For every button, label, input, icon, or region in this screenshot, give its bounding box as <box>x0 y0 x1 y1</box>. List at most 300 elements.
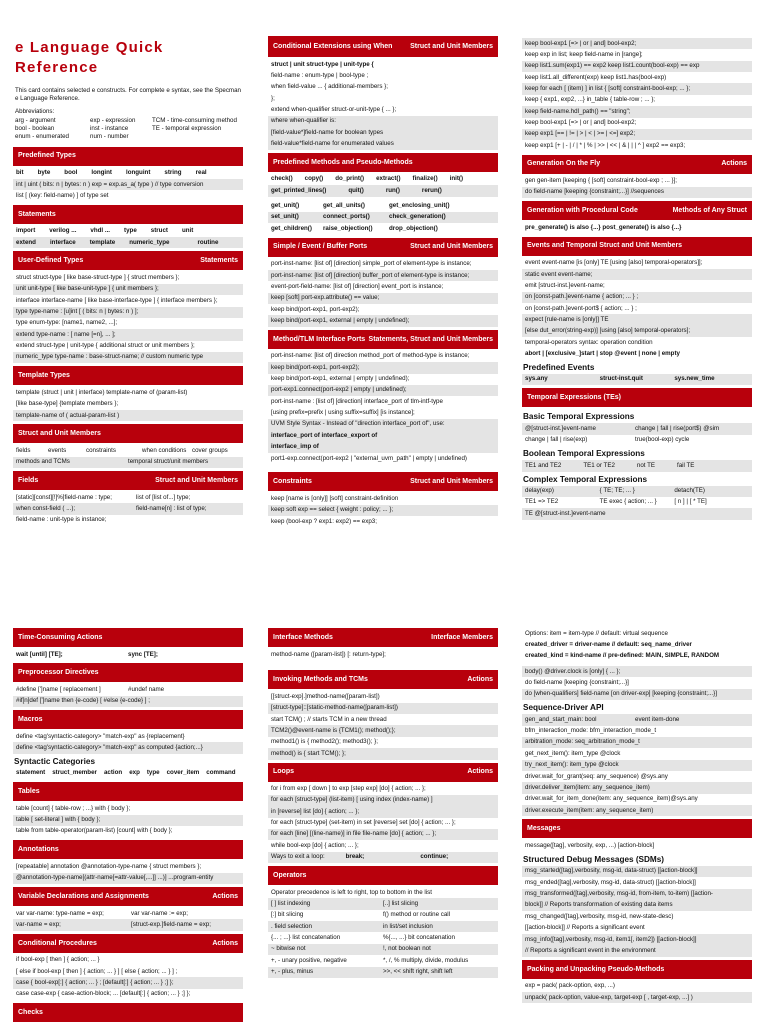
section-title: Macros <box>18 715 43 723</box>
syntax-line: message([tag], verbosity, exp, ...) [action-block] <box>525 841 655 849</box>
section-category: Actions <box>467 676 493 684</box>
te-item: detach(TE) <box>674 487 705 495</box>
section-generation-procedural <box>522 201 752 220</box>
syntax-line: on [const-path.]event-port$ { action; ... } ; <box>525 304 637 312</box>
syntax-line: for i from exp [ down ] to exp [step exp] [do] { action; ... }; <box>271 785 426 793</box>
method-name: rerun() <box>421 186 442 194</box>
method-name: check() <box>271 175 293 183</box>
syntax-line: table from table-operator(param-list) [count] with { body }; <box>16 827 173 835</box>
operator: {... ; ...} list concatenation <box>271 933 341 941</box>
syntax-line: keep list1.all_different(exp) keep list1.has(bool-exp) <box>525 73 667 81</box>
te-row <box>522 460 752 471</box>
keyword: extend <box>16 238 36 246</box>
method-name: finalize() <box>412 175 438 183</box>
keyword: bit <box>16 169 24 177</box>
keyword: interface <box>49 238 76 246</box>
syntax-line: int | uint ( bits: n | bytes: n ) exp = exp.as_a( type ) // type conversion <box>13 179 243 190</box>
te-item: TE1 and TE2 <box>525 461 562 469</box>
te-item: true(bool-exp) cycle <box>635 436 690 444</box>
members-row <box>13 457 243 468</box>
syntax-line: keep { exp1, exp2, ...} in_table { table-row ; ... }; <box>525 96 656 104</box>
syntax-line: [field-value*]field-name for boolean types <box>268 127 498 138</box>
section-title: Method/TLM Interface Ports <box>273 335 366 343</box>
abbrev-item: inst - instance <box>90 124 129 132</box>
section-title: Statements <box>18 210 56 218</box>
api-row: driver.wait_for_grant(seq: any_sequence) @sys.any <box>525 772 668 780</box>
syntax-line: keep list1.sum(exp1) == exp2 keep list1.count(bool-exp) == exp <box>522 61 752 72</box>
section-annotations <box>13 840 243 859</box>
section-title: Template Types <box>18 372 70 380</box>
keyword-row <box>13 237 243 248</box>
syntax-line: expect [rule-name is [only]] TE <box>522 314 752 325</box>
section-title: Preprocessor Directives <box>18 669 99 677</box>
syntax-line: keep bind(port-exp1, port-exp2); <box>268 362 498 373</box>
section-tlm-ports <box>268 330 498 349</box>
section-preprocessor <box>13 663 243 682</box>
syntax-line: for each [struct-type] (list-item) [ using index (index-name) ] <box>268 795 498 806</box>
method-name: copy() <box>304 175 324 183</box>
syntax-line: created_driver = driver-name // default: seq_name_driver <box>525 640 692 648</box>
syntax-line: }; <box>271 94 275 102</box>
syntax-line: case case-exp { case-action-block; ... [default[:] { action; ... } ;] }; <box>16 990 191 998</box>
section-title: User-Defined Types <box>18 257 84 265</box>
syntax-line: interface_imp of <box>268 442 498 453</box>
syntax-line: on [const-path.]event-name { action; ... } ; <box>522 292 752 303</box>
section-constraints <box>268 472 498 491</box>
syntax-line: keep [soft] port-exp.attribute() == value; <box>268 293 498 304</box>
syntax-line: numeric_type type-name : base-struct-name; // custom numeric type <box>13 352 243 363</box>
method-name: get_unit() <box>271 202 300 210</box>
member-kind: cover groups <box>192 446 228 454</box>
api-item: event item-done <box>635 715 680 723</box>
api-row: get_next_item(): item_type @clock <box>525 749 621 757</box>
method-name: get_printed_lines() <box>271 186 327 194</box>
syntax-part: list of [list of...] type; <box>136 493 191 501</box>
operator: *, /, % multiply, divide, modulus <box>383 956 469 964</box>
syntax-line: [using prefix=prefix | using suffix=suffix] [is instance]; <box>271 409 415 417</box>
syntax-line <box>13 919 243 930</box>
syntax-line: body() @driver.clock is [only] { ... }; <box>522 666 752 677</box>
section-packing <box>522 960 752 979</box>
section-time-consuming-actions <box>13 628 243 647</box>
section-title: Operators <box>273 871 307 879</box>
syntax-line: [like base-type] {template members }; <box>16 400 119 408</box>
syntax-line: extend when-qualifier struct-or-unit-type { ... }; <box>271 105 397 113</box>
method-name: init() <box>449 175 464 183</box>
section-loops <box>268 763 498 782</box>
keyword: import <box>16 227 36 235</box>
syntax-part: var var-name := exp; <box>131 909 188 917</box>
api-row <box>522 714 752 725</box>
api-row: arbitration_mode: seq_arbitration_mode_t <box>522 737 752 748</box>
category: statement <box>16 769 46 777</box>
syntax-line: do field-name [keeping {constraint;...}] <box>525 678 629 686</box>
te-item: fail TE <box>677 461 695 469</box>
member-kind: methods and TCMs <box>16 458 70 466</box>
te-item: @[struct-inst.]event-name <box>525 424 596 432</box>
section-title: Time-Consuming Actions <box>18 633 103 641</box>
section-category: Methods of Any Struct <box>672 207 747 215</box>
keyword: template <box>89 238 116 246</box>
section-variable-declarations <box>13 887 243 906</box>
syntax-line: field-name : unit-type is instance; <box>16 516 107 524</box>
keyword: struct <box>150 227 168 235</box>
syntax-line: port-inst-name: [list of] direction method_port of method-type is instance; <box>271 352 470 360</box>
api-row: driver.wait_for_item_done(item: any_sequence_item)@sys.any <box>525 795 698 803</box>
section-title: Generation On the Fly <box>527 160 601 168</box>
syntax-line: keep bind(port-exp1, external | empty | undefined); <box>268 315 498 326</box>
syntax-line: in [reverse] list [do] { action; ... }; <box>268 806 498 817</box>
section-title: Fields <box>18 476 39 484</box>
section-operators <box>268 866 498 885</box>
te-item: change | fall | rise(port$) @sim <box>635 424 720 432</box>
section-statements <box>13 205 243 224</box>
keyword-row <box>13 226 243 237</box>
header <box>13 38 243 142</box>
syntax-line: field-value*field-name for enumerated values <box>268 139 498 150</box>
column-3-top <box>522 38 752 520</box>
syntax-line: created_kind = kind-name // pre-defined: MAIN, SIMPLE, RANDOM <box>525 652 720 660</box>
section-title: Generation with Procedural Code <box>527 207 638 215</box>
syntax-line: TCM2()@event-name is {TCM1(); method();}; <box>268 725 498 736</box>
syntax-line: method() is { start TCM(); }; <box>268 748 498 759</box>
te-row <box>522 423 752 434</box>
syntax-line: for each [line] [(line-name)] in file file-name [do] { action; ... }; <box>268 829 498 840</box>
events-row <box>522 374 752 385</box>
api-row: bfm_interaction_mode: bfm_interaction_mode_t <box>525 727 657 735</box>
syntax-line: pre_generate() is also {...} post_generate() is also {...} <box>525 223 682 231</box>
syntax-line: abort | [exclusive_]start | stop @event | none | empty <box>525 350 680 358</box>
operator-row <box>268 898 498 909</box>
syntax-line: keep [name is [only]] [soft] constraint-definition <box>271 494 399 502</box>
syntax-part: #undef name <box>128 685 165 693</box>
member-kind: fields <box>16 446 31 454</box>
operator-row <box>268 932 498 943</box>
syntax-part: sync [TE]; <box>128 650 158 658</box>
syntax-part: [static][const][!]%]field-name : type; <box>16 493 112 501</box>
syntax-part: [struct-exp.]field-name = exp; <box>131 920 211 928</box>
section-title: Conditional Extensions using When <box>273 42 393 50</box>
operator-row <box>268 921 498 932</box>
operator-row <box>268 944 498 955</box>
method-name: get_children() <box>271 224 312 232</box>
keyword: routine <box>197 238 219 246</box>
syntax-line: emit [struct-inst.]event-name; <box>525 281 605 289</box>
syntax-line: port-inst-name : [list of] [direction] interface_port of tlm-intf-type <box>271 397 443 405</box>
section-title: Invoking Methods and TCMs <box>273 676 368 684</box>
syntax-line: port-inst-name: [list of] [direction] simple_port of element-type is instance; <box>271 260 472 268</box>
keyword: numeric_type <box>129 238 170 246</box>
syntax-line: do field-name [keeping {constraint;...}] //sequences <box>522 187 752 198</box>
subheading-syntactic-categories: Syntactic Categories <box>14 756 95 766</box>
syntax-line: field-name : enum-type | bool-type ; <box>271 71 369 79</box>
abbrev-title: Abbreviations: <box>15 108 55 116</box>
section-events <box>522 237 752 256</box>
syntax-line: port-inst-name: [list of] [direction] buffer_port of element-type is instance; <box>268 270 498 281</box>
abbrev-item: bool - boolean <box>15 124 55 132</box>
syntax-part: var-name = exp; <box>16 920 61 928</box>
section-title: Annotations <box>18 846 59 854</box>
syntax-line: @annotation-type-name[(attr-name[=attr-value[,...]] ...)] ...program-entity <box>13 873 243 884</box>
syntax-line: template (struct | unit | interface) template-name of (param-list) <box>16 388 188 396</box>
section-category: Struct and Unit Members <box>155 476 238 484</box>
syntax-line: case { bool-exp[:] { action; ... } ; [default[:] { action; ... } ;] }; <box>13 977 243 988</box>
te-item: { TE; TE; ... } <box>599 487 635 495</box>
column-2-top <box>268 36 498 528</box>
column-2-bottom <box>268 628 498 978</box>
te-item: TE exec { action; ... } <box>599 498 657 506</box>
abbrev-item: TCM - time-consuming method <box>152 116 237 124</box>
syntax-line: keep field-name.hdl_path() == "string"; <box>522 106 752 117</box>
section-conditional-extensions <box>268 36 498 57</box>
event-name: sys.new_time <box>674 375 715 383</box>
method-name: do_print() <box>335 175 365 183</box>
api-item: gen_and_start_main: bool <box>525 715 597 723</box>
syntax-line: msg_info([tag],verbosity, msg-id, item1[, item2]) [[action-block]] <box>522 934 752 945</box>
operator: in list/set inclusion <box>383 922 433 930</box>
section-title: Predefined Types <box>18 152 76 160</box>
syntax-part: field-name[n] : list of type; <box>136 504 207 512</box>
section-title: Tables <box>18 788 40 795</box>
syntax-line: unpack( pack-option, value-exp, target-exp [ , target-exp, ...] ) <box>522 992 752 1003</box>
syntax-line: keep exp1 [+ | - | / | * | % | >> | << | & | | | ^ ] exp2 == exp3; <box>525 141 686 149</box>
syntax-line: unit unit-type [ like base-unit-type ] { unit members }; <box>13 284 243 295</box>
keyword: type <box>124 227 137 235</box>
syntax-line: msg_started([tag],verbosity, msg-id, data-struct) [[action-block]] <box>522 866 752 877</box>
syntax-line: keep for each [ (item) ] in list { [soft] constraint-bool-exp; ... }; <box>522 83 752 94</box>
abbrev-item: enum - enumerated <box>15 133 69 141</box>
abbrev-item <box>152 133 242 141</box>
section-conditional-procedures <box>13 934 243 953</box>
syntax-line: keep exp1 [== | != | > | < | >= | <=] exp2; <box>522 129 752 140</box>
syntax-line: block]] // Reports transformation of existing data items <box>522 900 752 911</box>
te-row <box>522 486 752 497</box>
syntax-line: type type-name : [u]int [ ( bits: n | bytes: n ) ]; <box>13 307 243 318</box>
operator: +, - unary positive, negative <box>271 956 347 964</box>
syntax-line: if bool-exp [ then ] { action; ... } <box>16 956 100 964</box>
member-kind: when conditions <box>142 446 187 454</box>
syntax-line: TE @[struct-inst.]event-name <box>522 508 752 519</box>
syntax-line <box>13 503 243 514</box>
column-1-top <box>13 38 243 526</box>
abbreviations <box>15 108 241 141</box>
syntax-line: when field-value ... { additional-members }; <box>271 83 388 91</box>
member-kind: events <box>48 446 67 454</box>
methods-row <box>268 201 498 212</box>
syntax-line: keep bool-exp1 [=> | or | and] bool-exp2; <box>522 38 752 49</box>
section-category: Struct and Unit Members <box>410 243 493 251</box>
section-predefined-types <box>13 147 243 166</box>
keyword-row <box>13 168 243 179</box>
syntax-line: [else dut_error(string-exp)] [using [also] temporal-operators]; <box>522 326 752 337</box>
operator: >>, << shift right, shift left <box>383 968 453 976</box>
syntax-line: while bool-exp [do] { action; ... }; <box>271 841 359 849</box>
method-name: get_all_units() <box>323 202 365 210</box>
syntax-line: port1-exp.connect(port-exp2 | "external_uvm_path" | empty | undefined) <box>271 454 467 462</box>
section-macros <box>13 710 243 729</box>
syntax-line <box>13 908 243 919</box>
syntax-line: method-name ([param-list]) [: return-type]; <box>271 650 386 658</box>
section-title: Loops <box>273 768 294 776</box>
syntax-line: for each [struct-type] (set-item) in set [reverse] set [do] { action; ... }; <box>271 819 456 827</box>
syntax-line <box>13 492 243 503</box>
syntax-line: table [count] { table-row ; ...} with { body }; <box>16 804 131 812</box>
page-title: e Language Quick Reference <box>15 39 164 77</box>
operator: f() method or routine call <box>383 911 451 919</box>
section-title: Conditional Procedures <box>18 939 97 947</box>
syntax-line: keep exp in list; keep field-name in [range]; <box>525 50 643 58</box>
method-name: quit() <box>348 186 364 194</box>
section-temporal-expressions <box>522 388 752 407</box>
member-kind: constraints <box>86 446 116 454</box>
syntax-line: method1() is { method2(); method3(); }; <box>271 738 378 746</box>
operator: !, not boolean not <box>383 945 431 953</box>
method-name: check_generation() <box>389 213 446 221</box>
section-title: Struct and Unit Members <box>18 430 101 438</box>
section-user-defined-types <box>13 251 243 270</box>
subheading-complex-te: Complex Temporal Expressions <box>523 474 648 484</box>
section-category: Actions <box>212 939 238 947</box>
te-item: not TE <box>636 461 656 469</box>
column-3-bottom <box>522 628 752 1003</box>
operator-row <box>268 967 498 978</box>
methods-row <box>268 212 498 223</box>
syntax-line: start TCM() ; // starts TCM in a new thread <box>271 715 387 723</box>
syntax-line <box>13 684 243 695</box>
event-name: struct-inst.quit <box>599 375 643 383</box>
operator: . field selection <box>271 922 312 930</box>
operator-row <box>268 955 498 966</box>
section-title: Interface Methods <box>273 633 333 641</box>
syntax-part: break; <box>345 853 365 861</box>
te-item: change | fall | rise(exp) <box>525 436 588 444</box>
syntax-line: interface interface-name [ like base-interface-type ] { interface members }; <box>16 296 218 304</box>
syntax-line: struct | unit struct-type | unit-type { <box>271 60 374 68</box>
syntax-line: list [ (key: field-name) ] of type set <box>16 191 109 199</box>
te-item: TE1 or TE2 <box>583 461 615 469</box>
category: struct_member <box>52 769 97 777</box>
section-title: Predefined Methods and Pseudo-Methods <box>273 158 413 166</box>
subheading-boolean-te: Boolean Temporal Expressions <box>523 449 645 459</box>
syntax-line: msg_changed([tag],verbosity, msg-id, new-state-desc) <box>525 912 674 920</box>
syntax-line: UVM Style Syntax - Instead of "direction interface_port of", use: <box>268 419 498 430</box>
syntax-part: when const-field ( ...); <box>16 504 76 512</box>
section-category: Statements, Struct and Unit Members <box>368 335 493 343</box>
section-category: Actions <box>721 160 747 168</box>
members-row <box>13 445 243 456</box>
categories-row <box>13 768 243 779</box>
keyword: unit <box>181 227 194 235</box>
method-name: get_enclosing_unit() <box>389 202 450 210</box>
section-template-types <box>13 366 243 385</box>
syntax-line: gen gen-item [keeping { [soft] constraint-bool-exp ; ... }]; <box>525 177 678 185</box>
keyword: longuint <box>125 169 151 177</box>
category: cover_item <box>166 769 200 777</box>
section-category: Struct and Unit Members <box>410 478 493 486</box>
syntax-line: temporal-operators syntax: operation condition <box>525 338 653 346</box>
syntax-part: var var-name: type-name = exp; <box>16 909 104 917</box>
syntax-line: struct struct-type [ like base-struct-type ] { struct members }; <box>16 273 180 281</box>
syntax-line: msg_ended([tag],verbosity, msg-id, data-struct) [[action-block]] <box>525 878 696 886</box>
section-predefined-methods <box>268 153 498 172</box>
syntax-line: keep bind(port-exp1, external | empty | undefined); <box>271 375 410 383</box>
subheading-predefined-events: Predefined Events <box>523 362 595 372</box>
member-kind: temporal struct/unit members <box>128 458 209 466</box>
section-simple-ports <box>268 238 498 257</box>
syntax-line <box>13 649 243 660</box>
operator-row <box>268 910 498 921</box>
section-title: Constraints <box>273 478 312 486</box>
abbrev-item: arg - argument <box>15 116 56 124</box>
method-name: set_unit() <box>271 213 299 221</box>
loop-exit-row <box>268 852 498 863</box>
syntax-line: event event-name [is [only] TE [using [also] temporal-operators]]; <box>525 259 703 267</box>
te-row <box>522 497 752 508</box>
section-title: Events and Temporal Struct and Unit Members <box>527 242 683 250</box>
syntax-line: #if[n]def [']name then {e-code} [ #else {e-code} ] ; <box>13 696 243 707</box>
syntax-line: where when-qualifier is: <box>268 116 498 127</box>
syntax-line: define <tag'syntactic-category> "match-exp" as {replacement} <box>16 732 185 740</box>
api-row: driver.execute_item(item: any_sequence_item) <box>522 805 752 816</box>
category: exp <box>129 769 140 777</box>
syntax-line: template-name of ( actual-param-list ) <box>13 410 243 421</box>
event-name: sys.any <box>525 375 548 383</box>
keyword: verilog ... <box>49 227 77 235</box>
keyword: byte <box>37 169 51 177</box>
operators-intro: Operator precedence is left to right, top to bottom in the list <box>271 888 432 896</box>
syntax-part: continue; <box>420 853 449 861</box>
method-name: run() <box>385 186 400 194</box>
subheading-basic-te: Basic Temporal Expressions <box>523 412 635 422</box>
methods-row <box>268 185 498 196</box>
syntax-line: Options: item = item-type // default: virtual sequence <box>525 629 668 637</box>
keyword: vhdl ... <box>90 227 111 235</box>
syntax-line: type enum-type: [name1, name2, ...]; <box>16 319 118 327</box>
api-row: try_next_item(): item_type @clock <box>522 760 752 771</box>
syntax-part: wait [until] [TE]; <box>16 650 63 658</box>
syntax-line: [repeatable] annotation @annotation-type-name { struct members }; <box>16 862 202 870</box>
te-item: delay(exp) <box>525 487 554 495</box>
operator: [..] list slicing <box>383 899 419 907</box>
section-category: Struct and Unit Members <box>410 42 493 50</box>
syntax-line: exp = pack( pack-option, exp, ...) <box>525 982 615 990</box>
syntax-line: keep bool-exp1 [=> | or | and] bool-exp2; <box>525 119 637 127</box>
abbrev-item: num - number <box>90 133 129 141</box>
methods-row <box>268 223 498 234</box>
keyword: longint <box>91 169 112 177</box>
section-title: Variable Declarations and Assignments <box>18 892 149 900</box>
syntax-line: msg_transformed([tag],verbosity, msg-id, from-item, to-item) [[action- <box>522 889 752 900</box>
methods-row <box>268 174 498 185</box>
section-title: Messages <box>527 825 561 833</box>
syntax-part: #define [']name [ replacement ] <box>16 685 101 693</box>
syntax-line: // Reports a significant event in the environment <box>522 945 752 956</box>
syntax-line: table [ set-literal ] with { body }; <box>13 815 243 826</box>
syntax-line: [[action-block]] // Reports a significant event <box>525 924 645 932</box>
section-tables <box>13 782 243 801</box>
syntax-line: do [when-qualifiers] field-name [on driver-exp] [keeping {constraint;...}] <box>522 689 752 700</box>
intro-text: This card contains selected e constructs. For complete e syntax, see the Specman e Language Reference. <box>15 86 241 102</box>
te-row <box>522 435 752 446</box>
method-name: connect_ports() <box>323 213 370 221</box>
section-category: Actions <box>212 892 238 900</box>
abbrev-item: TE - temporal expression <box>152 124 222 132</box>
section-invoking-methods <box>268 670 498 689</box>
syntax-line: extend struct-type | unit-type { additional struct or unit members }; <box>16 342 195 350</box>
operator: ~ bitwise not <box>271 945 306 953</box>
section-struct-unit-members <box>13 424 243 443</box>
section-fields <box>13 471 243 490</box>
